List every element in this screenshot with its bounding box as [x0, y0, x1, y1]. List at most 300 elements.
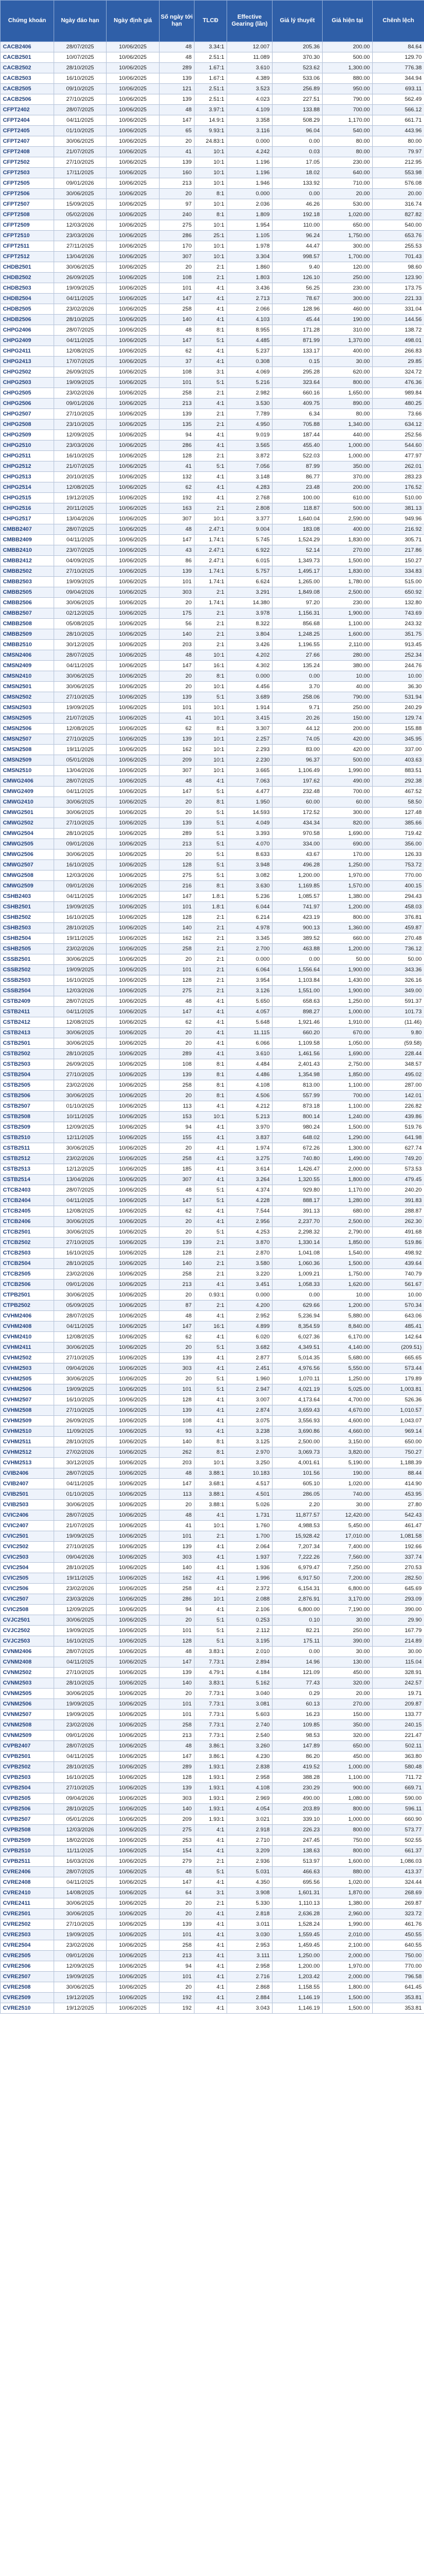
cell-current-price: 1,430.00 [323, 975, 373, 986]
cell-days-to-maturity: 213 [160, 839, 195, 850]
cell-security-code: CVHM2502 [1, 1353, 54, 1363]
cell-maturity-date: 28/07/2025 [54, 996, 107, 1007]
cell-valuation-date: 10/06/2025 [107, 1405, 160, 1416]
cell-maturity-date: 19/09/2025 [54, 1972, 107, 1982]
cell-maturity-date: 04/11/2025 [54, 115, 107, 126]
cell-current-price: 880.00 [323, 73, 373, 84]
cell-current-price: 7,400.00 [323, 1542, 373, 1552]
cell-effective-gearing: 4.049 [227, 818, 273, 829]
cell-theoretical-price: 78.67 [273, 294, 323, 304]
cell-maturity-date: 19/11/2025 [54, 1573, 107, 1584]
cell-days-to-maturity: 286 [160, 441, 195, 451]
cell-conversion-ratio: 4:1 [195, 1101, 227, 1112]
cell-effective-gearing: 5.330 [227, 1898, 273, 1909]
cell-maturity-date: 27/10/2025 [54, 566, 107, 577]
cell-maturity-date: 30/06/2025 [54, 1374, 107, 1384]
cell-effective-gearing: 6.624 [227, 577, 273, 587]
cell-conversion-ratio: 7.73:1 [195, 1699, 227, 1710]
cell-difference: 376.81 [373, 912, 424, 923]
cell-security-code: CSTB2502 [1, 1049, 54, 1059]
cell-days-to-maturity: 307 [160, 514, 195, 524]
cell-effective-gearing: 3.436 [227, 283, 273, 294]
cell-maturity-date: 28/10/2025 [54, 1259, 107, 1269]
cell-current-price: 1,000.00 [323, 441, 373, 451]
cell-maturity-date: 19/09/2025 [54, 1710, 107, 1720]
cell-maturity-date: 23/02/2026 [54, 1269, 107, 1280]
cell-maturity-date: 19/12/2025 [54, 2003, 107, 2014]
table-row [1, 357, 424, 367]
cell-valuation-date: 10/06/2025 [107, 587, 160, 598]
cell-difference: 443.96 [373, 126, 424, 136]
cell-maturity-date: 12/08/2025 [54, 1332, 107, 1342]
cell-current-price: 1,020.00 [323, 1877, 373, 1888]
cell-theoretical-price: 980.24 [273, 1122, 323, 1133]
cell-current-price: 310.00 [323, 325, 373, 336]
cell-maturity-date: 12/09/2025 [54, 1605, 107, 1615]
cell-theoretical-price: 2.20 [273, 1500, 323, 1510]
cell-effective-gearing: 2.710 [227, 1835, 273, 1846]
cell-theoretical-price: 77.43 [273, 1678, 323, 1689]
cell-difference: (209.51) [373, 1342, 424, 1353]
cell-current-price: 20.00 [323, 1689, 373, 1699]
cell-difference: 661.37 [373, 1846, 424, 1856]
cell-conversion-ratio: 9.93:1 [195, 126, 227, 136]
cell-conversion-ratio: 2:1 [195, 1238, 227, 1248]
cell-valuation-date: 10/06/2025 [107, 1353, 160, 1363]
cell-valuation-date: 10/06/2025 [107, 1615, 160, 1626]
cell-conversion-ratio: 10:1 [195, 745, 227, 755]
cell-effective-gearing: 3.393 [227, 829, 273, 839]
cell-days-to-maturity: 20 [160, 1217, 195, 1227]
cell-current-price: 1,690.00 [323, 1049, 373, 1059]
cell-effective-gearing: 3.195 [227, 1636, 273, 1647]
table-row [1, 367, 424, 378]
cell-days-to-maturity: 147 [160, 787, 195, 797]
cell-effective-gearing: 2.936 [227, 1856, 273, 1867]
cell-conversion-ratio: 3.97:1 [195, 105, 227, 115]
cell-current-price: 3,150.00 [323, 1437, 373, 1447]
table-row [1, 1101, 424, 1112]
table-row [1, 640, 424, 650]
cell-maturity-date: 28/07/2025 [54, 1468, 107, 1479]
cell-conversion-ratio: 10:1 [195, 147, 227, 157]
cell-security-code: CFPT2505 [1, 178, 54, 189]
table-row [1, 136, 424, 147]
cell-days-to-maturity: 140 [160, 629, 195, 640]
cell-valuation-date: 10/06/2025 [107, 1290, 160, 1301]
cell-current-price: 60.00 [323, 797, 373, 808]
table-row [1, 1185, 424, 1196]
cell-difference: 214.89 [373, 1636, 424, 1647]
cell-current-price: 790.00 [323, 692, 373, 703]
cell-valuation-date: 10/06/2025 [107, 965, 160, 975]
cell-difference: 391.83 [373, 1196, 424, 1206]
cell-effective-gearing: 3.682 [227, 1342, 273, 1353]
cell-difference: 19.71 [373, 1689, 424, 1699]
cell-conversion-ratio: 24.83:1 [195, 136, 227, 147]
cell-theoretical-price: 203.89 [273, 1804, 323, 1814]
cell-maturity-date: 21/07/2025 [54, 147, 107, 157]
cell-theoretical-price: 741.97 [273, 902, 323, 912]
table-row [1, 1447, 424, 1458]
cell-days-to-maturity: 258 [160, 388, 195, 399]
cell-valuation-date: 10/06/2025 [107, 829, 160, 839]
cell-security-code: CVHM2503 [1, 1363, 54, 1374]
cell-conversion-ratio: 2:1 [195, 954, 227, 965]
cell-conversion-ratio: 1.93:1 [195, 1804, 227, 1814]
cell-maturity-date: 16/03/2026 [54, 1856, 107, 1867]
cell-conversion-ratio: 2.51:1 [195, 84, 227, 94]
cell-difference: 591.37 [373, 996, 424, 1007]
cell-theoretical-price: 605.10 [273, 1479, 323, 1489]
cell-maturity-date: 16/10/2025 [54, 975, 107, 986]
cell-conversion-ratio: 8:1 [195, 325, 227, 336]
cell-days-to-maturity: 62 [160, 724, 195, 734]
cell-theoretical-price: 409.75 [273, 399, 323, 409]
cell-current-price: 12,420.00 [323, 1510, 373, 1521]
cell-security-code: CMSN2502 [1, 692, 54, 703]
cell-theoretical-price: 3,069.73 [273, 1447, 323, 1458]
cell-security-code: CMSN2505 [1, 713, 54, 724]
cell-valuation-date: 10/06/2025 [107, 105, 160, 115]
cell-security-code: CSHB2501 [1, 902, 54, 912]
cell-maturity-date: 17/11/2025 [54, 168, 107, 178]
cell-valuation-date: 10/06/2025 [107, 682, 160, 692]
cell-maturity-date: 27/10/2025 [54, 1783, 107, 1793]
cell-theoretical-price: 5,236.94 [273, 1311, 323, 1322]
cell-difference: 240.15 [373, 1720, 424, 1731]
cell-days-to-maturity: 139 [160, 94, 195, 105]
cell-current-price: 2,750.00 [323, 1059, 373, 1070]
cell-theoretical-price: 1,459.45 [273, 1940, 323, 1951]
table-row [1, 671, 424, 682]
cell-valuation-date: 10/06/2025 [107, 692, 160, 703]
cell-theoretical-price: 496.28 [273, 860, 323, 871]
cell-effective-gearing: 3.345 [227, 933, 273, 944]
cell-difference: 244.76 [373, 661, 424, 671]
table-row [1, 1951, 424, 1961]
cell-valuation-date: 10/06/2025 [107, 1280, 160, 1290]
cell-days-to-maturity: 139 [160, 1542, 195, 1552]
cell-effective-gearing: 1.760 [227, 1521, 273, 1531]
cell-valuation-date: 10/06/2025 [107, 566, 160, 577]
cell-days-to-maturity: 303 [160, 1793, 195, 1804]
cell-conversion-ratio: 3.88:1 [195, 1500, 227, 1510]
cell-effective-gearing: 4.283 [227, 482, 273, 493]
cell-conversion-ratio: 4:1 [195, 399, 227, 409]
cell-security-code: CTCB2403 [1, 1185, 54, 1196]
cell-maturity-date: 12/08/2025 [54, 346, 107, 357]
cell-theoretical-price: 205.36 [273, 42, 323, 52]
cell-conversion-ratio: 5:1 [195, 1374, 227, 1384]
cell-current-price: 150.00 [323, 713, 373, 724]
cell-effective-gearing: 3.610 [227, 1049, 273, 1059]
cell-difference: 133.77 [373, 1710, 424, 1720]
cell-days-to-maturity: 48 [160, 524, 195, 535]
cell-effective-gearing: 3.111 [227, 1951, 273, 1961]
cell-difference: 479.45 [373, 1175, 424, 1185]
cell-valuation-date: 10/06/2025 [107, 545, 160, 556]
cell-days-to-maturity: 147 [160, 336, 195, 346]
cell-current-price: 680.00 [323, 1206, 373, 1217]
cell-conversion-ratio: 14.9:1 [195, 115, 227, 126]
cell-conversion-ratio: 4:1 [195, 315, 227, 325]
cell-days-to-maturity: 20 [160, 1028, 195, 1038]
cell-effective-gearing: 3.630 [227, 881, 273, 891]
cell-difference: 216.92 [373, 524, 424, 535]
table-row [1, 1384, 424, 1395]
cell-valuation-date: 10/06/2025 [107, 1248, 160, 1259]
cell-current-price: 40.00 [323, 682, 373, 692]
cell-difference: 653.76 [373, 231, 424, 241]
cell-days-to-maturity: 20 [160, 671, 195, 682]
cell-days-to-maturity: 41 [160, 1521, 195, 1531]
cell-days-to-maturity: 213 [160, 178, 195, 189]
cell-effective-gearing: 3.307 [227, 724, 273, 734]
cell-theoretical-price: 18.02 [273, 168, 323, 178]
cell-difference: 540.00 [373, 220, 424, 231]
cell-current-price: 750.00 [323, 1835, 373, 1846]
cell-valuation-date: 10/06/2025 [107, 252, 160, 262]
cell-maturity-date: 30/06/2025 [54, 1091, 107, 1101]
cell-theoretical-price: 147.89 [273, 1741, 323, 1752]
cell-days-to-maturity: 108 [160, 273, 195, 283]
table-row [1, 755, 424, 766]
cell-security-code: CVHM2411 [1, 1342, 54, 1353]
table-row [1, 94, 424, 105]
cell-theoretical-price: 900.13 [273, 923, 323, 933]
cell-days-to-maturity: 139 [160, 1405, 195, 1416]
table-row [1, 441, 424, 451]
cell-days-to-maturity: 101 [160, 1930, 195, 1940]
table-row [1, 545, 424, 556]
cell-current-price: 460.00 [323, 304, 373, 315]
cell-conversion-ratio: 2:1 [195, 965, 227, 975]
cell-security-code: CHPG2514 [1, 482, 54, 493]
cell-effective-gearing: 4.485 [227, 336, 273, 346]
cell-security-code: CHPG2506 [1, 399, 54, 409]
cell-days-to-maturity: 262 [160, 1447, 195, 1458]
cell-difference: 480.25 [373, 399, 424, 409]
cell-maturity-date: 12/09/2025 [54, 430, 107, 441]
cell-difference: 498.01 [373, 336, 424, 346]
cell-effective-gearing: 5.162 [227, 1678, 273, 1689]
cell-maturity-date: 04/11/2025 [54, 1322, 107, 1332]
cell-valuation-date: 10/06/2025 [107, 503, 160, 514]
cell-security-code: CVPB2501 [1, 1752, 54, 1762]
cell-days-to-maturity: 20 [160, 1342, 195, 1353]
cell-valuation-date: 10/06/2025 [107, 1825, 160, 1835]
cell-security-code: CFPT2507 [1, 199, 54, 210]
cell-valuation-date: 10/06/2025 [107, 912, 160, 923]
cell-theoretical-price: 192.18 [273, 210, 323, 220]
cell-effective-gearing: 7.063 [227, 776, 273, 787]
cell-maturity-date: 23/02/2026 [54, 1584, 107, 1594]
cell-theoretical-price: 101.56 [273, 1468, 323, 1479]
cell-maturity-date: 12/09/2025 [54, 1122, 107, 1133]
cell-effective-gearing: 8.955 [227, 325, 273, 336]
cell-current-price: 670.00 [323, 1028, 373, 1038]
cell-valuation-date: 10/06/2025 [107, 42, 160, 52]
cell-valuation-date: 10/06/2025 [107, 514, 160, 524]
cell-difference: 596.11 [373, 1804, 424, 1814]
cell-security-code: CSHB2502 [1, 912, 54, 923]
cell-effective-gearing: 4.899 [227, 1322, 273, 1332]
cell-difference: 363.80 [373, 1752, 424, 1762]
cell-days-to-maturity: 162 [160, 745, 195, 755]
cell-difference: 80.00 [373, 136, 424, 147]
cell-difference: 544.60 [373, 441, 424, 451]
cell-conversion-ratio: 5:1 [195, 1342, 227, 1353]
cell-current-price: 1,650.00 [323, 388, 373, 399]
cell-conversion-ratio: 2:1 [195, 923, 227, 933]
cell-current-price: 1,250.00 [323, 1374, 373, 1384]
cell-effective-gearing: 8.322 [227, 619, 273, 629]
cell-difference: 262.30 [373, 1217, 424, 1227]
cell-current-price: 1,540.00 [323, 1248, 373, 1259]
table-header [1, 1, 424, 42]
cell-current-price: 900.00 [323, 1783, 373, 1793]
cell-theoretical-price: 9.40 [273, 262, 323, 273]
cell-theoretical-price: 813.00 [273, 1080, 323, 1091]
cell-security-code: CVJC2503 [1, 1636, 54, 1647]
cell-difference: 458.03 [373, 902, 424, 912]
cell-difference: 561.67 [373, 1280, 424, 1290]
cell-maturity-date: 04/11/2025 [54, 1657, 107, 1668]
table-row [1, 1835, 424, 1846]
cell-effective-gearing: 1.196 [227, 157, 273, 168]
table-row [1, 1489, 424, 1500]
cell-effective-gearing: 1.196 [227, 168, 273, 178]
cell-theoretical-price: 1,559.45 [273, 1930, 323, 1940]
cell-effective-gearing: 1.954 [227, 220, 273, 231]
cell-current-price: 1,500.00 [323, 1122, 373, 1133]
cell-conversion-ratio: 2:1 [195, 1259, 227, 1269]
cell-difference: 519.86 [373, 1238, 424, 1248]
cell-effective-gearing: 6.020 [227, 1332, 273, 1342]
cell-valuation-date: 10/06/2025 [107, 441, 160, 451]
cell-difference: 27.80 [373, 1500, 424, 1510]
cell-security-code: CVPB2505 [1, 1793, 54, 1804]
cell-valuation-date: 10/06/2025 [107, 1479, 160, 1489]
table-row [1, 178, 424, 189]
cell-security-code: CVPB2506 [1, 1804, 54, 1814]
cell-theoretical-price: 557.99 [273, 1091, 323, 1101]
table-row [1, 1940, 424, 1951]
cell-current-price: 5,880.00 [323, 1311, 373, 1322]
cell-conversion-ratio: 8:1 [195, 881, 227, 891]
cell-valuation-date: 10/06/2025 [107, 1657, 160, 1668]
cell-theoretical-price: 1,921.46 [273, 1017, 323, 1028]
table-row [1, 84, 424, 94]
cell-effective-gearing: 4.069 [227, 367, 273, 378]
cell-security-code: CVNM2506 [1, 1699, 54, 1710]
cell-maturity-date: 27/10/2025 [54, 1405, 107, 1416]
cell-difference: (11.46) [373, 1017, 424, 1028]
table-row [1, 105, 424, 115]
cell-current-price: 1,340.00 [323, 420, 373, 430]
cell-security-code: CFPT2510 [1, 231, 54, 241]
cell-theoretical-price: 86.20 [273, 1752, 323, 1762]
cell-security-code: CSTB2409 [1, 996, 54, 1007]
cell-days-to-maturity: 203 [160, 640, 195, 650]
cell-maturity-date: 04/11/2025 [54, 1877, 107, 1888]
cell-effective-gearing: 3.837 [227, 1133, 273, 1143]
cell-difference: 50.00 [373, 954, 424, 965]
cell-maturity-date: 21/07/2025 [54, 461, 107, 472]
table-row [1, 1458, 424, 1468]
cell-valuation-date: 10/06/2025 [107, 336, 160, 346]
cell-valuation-date: 10/06/2025 [107, 168, 160, 178]
cell-days-to-maturity: 20 [160, 1689, 195, 1699]
cell-current-price: 1,620.00 [323, 1280, 373, 1290]
cell-conversion-ratio: 16:1 [195, 661, 227, 671]
cell-valuation-date: 10/06/2025 [107, 84, 160, 94]
cell-security-code: CTCB2506 [1, 1280, 54, 1290]
cell-conversion-ratio: 8:1 [195, 1091, 227, 1101]
cell-conversion-ratio: 8:1 [195, 671, 227, 682]
table-row [1, 1374, 424, 1384]
cell-days-to-maturity: 139 [160, 73, 195, 84]
cell-current-price: 1,000.00 [323, 1007, 373, 1017]
cell-maturity-date: 28/10/2025 [54, 923, 107, 933]
cell-conversion-ratio: 4:1 [195, 1028, 227, 1038]
cell-theoretical-price: 1,158.55 [273, 1982, 323, 1993]
cell-maturity-date: 12/11/2025 [54, 1133, 107, 1143]
cell-current-price: 1,780.00 [323, 577, 373, 587]
table-row [1, 1909, 424, 1919]
cell-difference: 209.87 [373, 1699, 424, 1710]
cell-days-to-maturity: 113 [160, 1489, 195, 1500]
cell-theoretical-price: 2,876.91 [273, 1594, 323, 1605]
cell-security-code: CSTB2503 [1, 1059, 54, 1070]
cell-valuation-date: 10/06/2025 [107, 640, 160, 650]
cell-current-price: 1,240.00 [323, 1112, 373, 1122]
table-row [1, 294, 424, 304]
cell-days-to-maturity: 48 [160, 650, 195, 661]
cell-theoretical-price: 533.06 [273, 73, 323, 84]
cell-days-to-maturity: 113 [160, 1101, 195, 1112]
cell-effective-gearing: 3.081 [227, 1699, 273, 1710]
cell-valuation-date: 10/06/2025 [107, 577, 160, 587]
cell-theoretical-price: 256.89 [273, 84, 323, 94]
cell-days-to-maturity: 216 [160, 881, 195, 891]
cell-theoretical-price: 1,146.19 [273, 2003, 323, 2014]
cell-maturity-date: 23/03/2026 [54, 231, 107, 241]
cell-security-code: CVHM2408 [1, 1322, 54, 1332]
cell-current-price: 650.00 [323, 220, 373, 231]
cell-conversion-ratio: 8:1 [195, 1447, 227, 1458]
cell-maturity-date: 30/06/2025 [54, 598, 107, 608]
cell-effective-gearing: 6.044 [227, 902, 273, 912]
cell-difference: 753.72 [373, 860, 424, 871]
cell-days-to-maturity: 43 [160, 545, 195, 556]
cell-difference: 1,086.03 [373, 1856, 424, 1867]
cell-difference: 221.33 [373, 294, 424, 304]
cell-current-price: 130.00 [323, 1657, 373, 1668]
cell-security-code: CVHM2511 [1, 1437, 54, 1447]
cell-days-to-maturity: 303 [160, 1552, 195, 1563]
cell-valuation-date: 10/06/2025 [107, 902, 160, 912]
table-row [1, 1793, 424, 1804]
cell-valuation-date: 10/06/2025 [107, 661, 160, 671]
cell-current-price: 350.00 [323, 461, 373, 472]
cell-effective-gearing: 3.075 [227, 1416, 273, 1426]
cell-current-price: 2,500.00 [323, 587, 373, 598]
cell-effective-gearing: 4.103 [227, 315, 273, 325]
cell-maturity-date: 05/01/2026 [54, 1814, 107, 1825]
cell-conversion-ratio: 10:1 [195, 713, 227, 724]
